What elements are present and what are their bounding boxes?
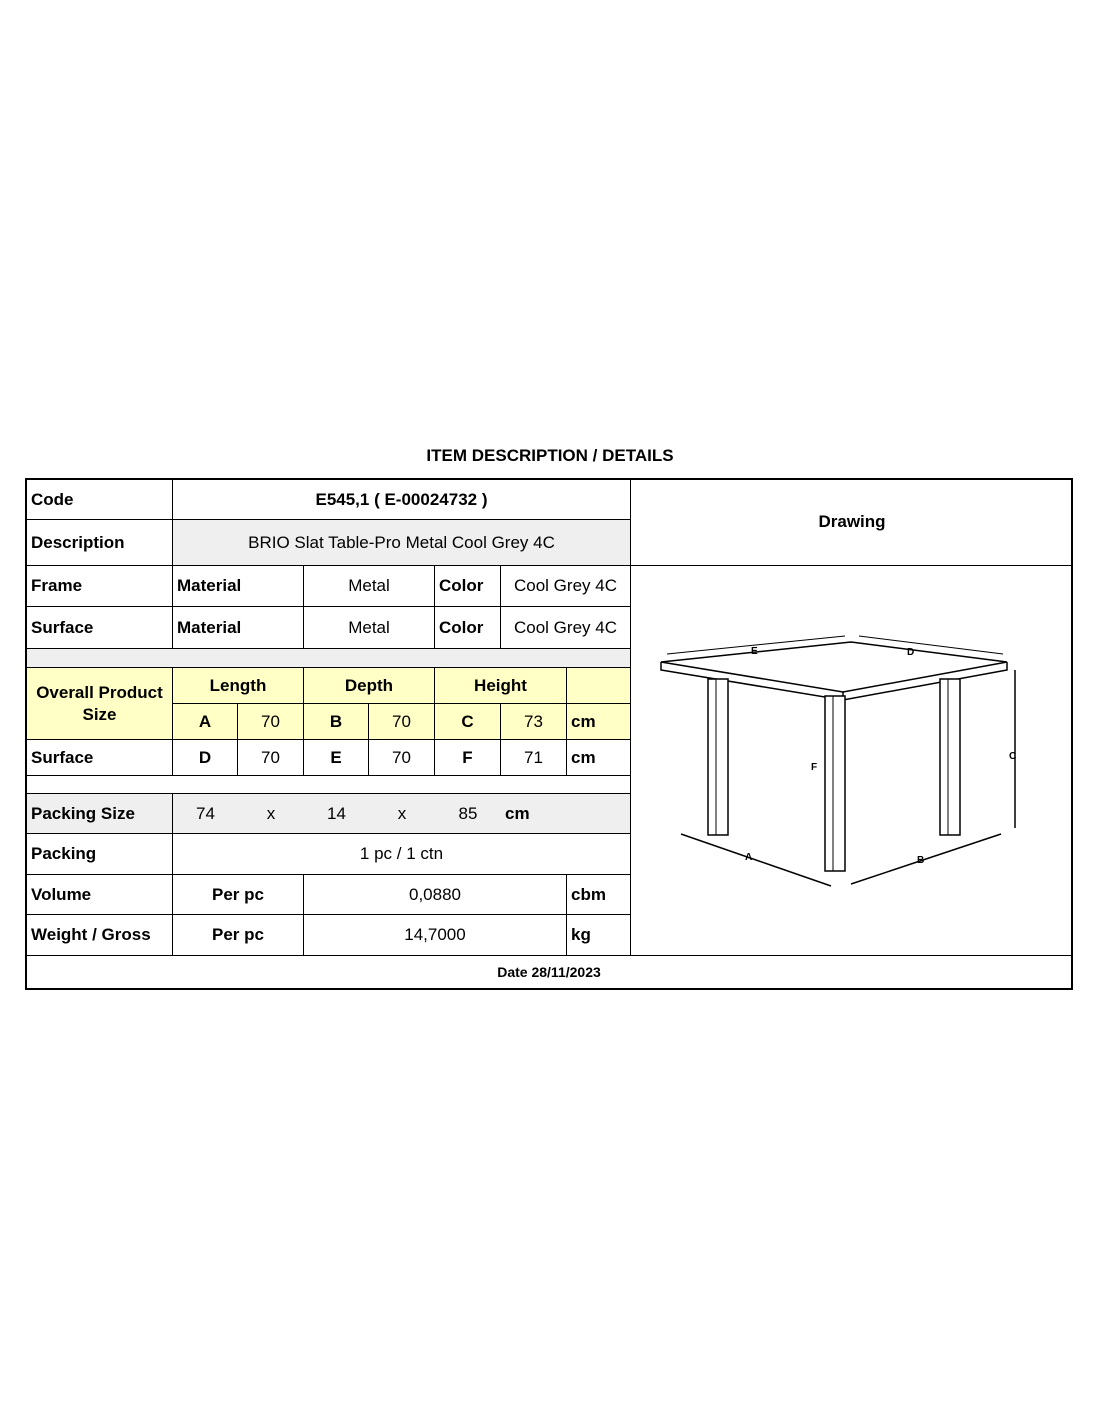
volume-per: Per pc xyxy=(173,875,304,915)
packing-width: 14 xyxy=(304,794,369,834)
dim-f-label: F xyxy=(435,740,501,776)
packing-x2: x xyxy=(369,794,435,834)
surface-color-value: Cool Grey 4C xyxy=(501,607,631,649)
weight-unit: kg xyxy=(567,915,631,955)
height-header: Height xyxy=(435,668,567,704)
packing-value: 1 pc / 1 ctn xyxy=(173,834,631,875)
frame-color-label: Color xyxy=(435,566,501,607)
weight-value: 14,7000 xyxy=(304,915,567,955)
dim-line-a xyxy=(681,834,831,886)
dim-b-label: B xyxy=(304,704,369,740)
spacer-row-2 xyxy=(27,776,631,794)
label-f: F xyxy=(811,762,818,773)
length-header: Length xyxy=(173,668,304,704)
label-d: D xyxy=(907,647,915,658)
dim-f-value: 71 xyxy=(501,740,567,776)
label-a: A xyxy=(745,852,753,863)
weight-per: Per pc xyxy=(173,915,304,955)
frame-material-value: Metal xyxy=(304,566,435,607)
date-footer: Date 28/11/2023 xyxy=(497,964,601,980)
description-label: Description xyxy=(27,520,173,566)
dim-d-label: D xyxy=(173,740,238,776)
volume-unit: cbm xyxy=(567,875,631,915)
packing-unit: cm xyxy=(501,794,631,834)
frame-color-value: Cool Grey 4C xyxy=(501,566,631,607)
dim-e-label: E xyxy=(304,740,369,776)
code-value: E545,1 ( E-00024732 ) xyxy=(173,480,631,520)
leg-front-right xyxy=(940,679,960,835)
item-details-sheet xyxy=(25,478,1073,990)
packing-height: 85 xyxy=(435,794,501,834)
frame-label: Frame xyxy=(27,566,173,607)
dim-c-label: C xyxy=(435,704,501,740)
depth-header: Depth xyxy=(304,668,435,704)
surface-size-label: Surface xyxy=(27,740,173,776)
packing-size-label: Packing Size xyxy=(27,794,173,834)
overall-unit: cm xyxy=(567,704,631,740)
surface-label: Surface xyxy=(27,607,173,649)
leg-front-left xyxy=(708,679,728,835)
overall-size-label: Overall Product Size xyxy=(27,668,173,740)
surface-material-value: Metal xyxy=(304,607,435,649)
frame-material-label: Material xyxy=(173,566,304,607)
dim-line-d xyxy=(859,636,1003,654)
volume-value: 0,0880 xyxy=(304,875,567,915)
dim-d-value: 70 xyxy=(238,740,304,776)
weight-label: Weight / Gross xyxy=(27,915,173,955)
label-b: B xyxy=(917,855,925,866)
dim-b-value: 70 xyxy=(369,704,435,740)
volume-label: Volume xyxy=(27,875,173,915)
packing-length: 74 xyxy=(173,794,238,834)
dim-c-value: 73 xyxy=(501,704,567,740)
dim-a-label: A xyxy=(173,704,238,740)
unit-header-blank xyxy=(567,668,631,704)
surface-material-label: Material xyxy=(173,607,304,649)
dim-e-value: 70 xyxy=(369,740,435,776)
dim-a-value: 70 xyxy=(238,704,304,740)
code-label: Code xyxy=(27,480,173,520)
page-title: ITEM DESCRIPTION / DETAILS xyxy=(426,446,674,465)
leg-front-center xyxy=(825,696,845,871)
dim-line-b xyxy=(851,834,1001,884)
label-e: E xyxy=(751,646,758,657)
description-value: BRIO Slat Table-Pro Metal Cool Grey 4C xyxy=(173,520,631,566)
table-drawing-svg xyxy=(631,566,1073,956)
spacer-row xyxy=(27,649,631,668)
drawing-header: Drawing xyxy=(631,480,1073,566)
surface-color-label: Color xyxy=(435,607,501,649)
table-drawing xyxy=(631,566,1073,956)
label-c: C xyxy=(1009,751,1017,762)
surface-size-unit: cm xyxy=(567,740,631,776)
packing-label: Packing xyxy=(27,834,173,875)
packing-x1: x xyxy=(238,794,304,834)
